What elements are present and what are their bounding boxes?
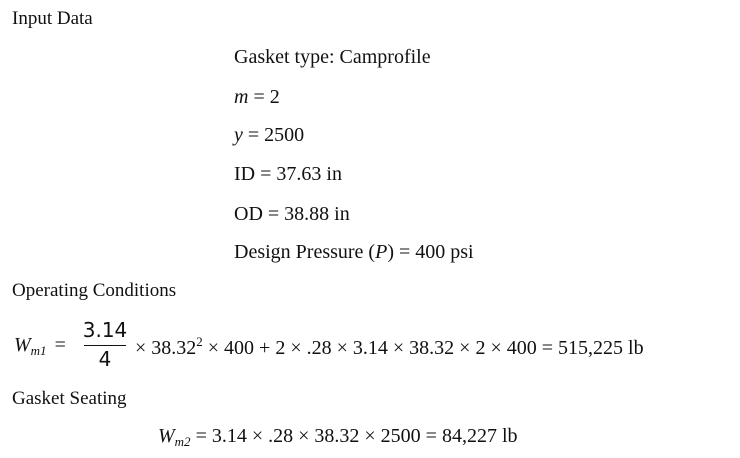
- eq1-numerator: 3.14: [82, 318, 128, 342]
- input-data-heading: Input Data: [12, 8, 93, 29]
- eq1-equals: =: [54, 334, 66, 356]
- design-pressure-line: [234, 241, 474, 264]
- m-symbol: m: [234, 86, 249, 108]
- eq2-w-symbol: W: [158, 425, 175, 447]
- eq2-line: [158, 425, 518, 450]
- y-symbol: y: [234, 124, 243, 146]
- design-pressure-value: ) = 400 psi: [387, 241, 474, 263]
- eq1-denominator: 4: [98, 347, 112, 371]
- m-value: = 2: [248, 86, 280, 108]
- pressure-symbol: P: [375, 241, 388, 263]
- eq1-exponent: 2: [196, 334, 203, 349]
- eq1-rhs: [135, 334, 644, 360]
- eq1-lhs: [14, 334, 66, 359]
- eq1-term: × 38.32: [135, 337, 197, 359]
- eq2-subscript: m2: [174, 434, 191, 449]
- gasket-seating-heading: Gasket Seating: [12, 388, 127, 409]
- outer-diameter-line: OD = 38.88 in: [234, 203, 350, 225]
- eq1-w-symbol: W: [14, 334, 31, 356]
- y-value: = 2500: [242, 124, 305, 146]
- gasket-type-line: Gasket type: Camprofile: [234, 46, 431, 68]
- eq1-result: × 400 + 2 × .28 × 3.14 × 38.32 × 2 × 400 = 515,225 lb: [202, 337, 644, 359]
- design-pressure-label: Design Pressure (: [234, 241, 376, 263]
- eq2-result: = 3.14 × .28 × 38.32 × 2500 = 84,227 lb: [190, 425, 518, 447]
- operating-conditions-heading: Operating Conditions: [12, 280, 177, 301]
- y-factor-line: [234, 124, 304, 147]
- eq1-subscript: m1: [30, 343, 47, 358]
- inner-diameter-line: ID = 37.63 in: [234, 163, 342, 185]
- m-factor-line: [234, 86, 280, 109]
